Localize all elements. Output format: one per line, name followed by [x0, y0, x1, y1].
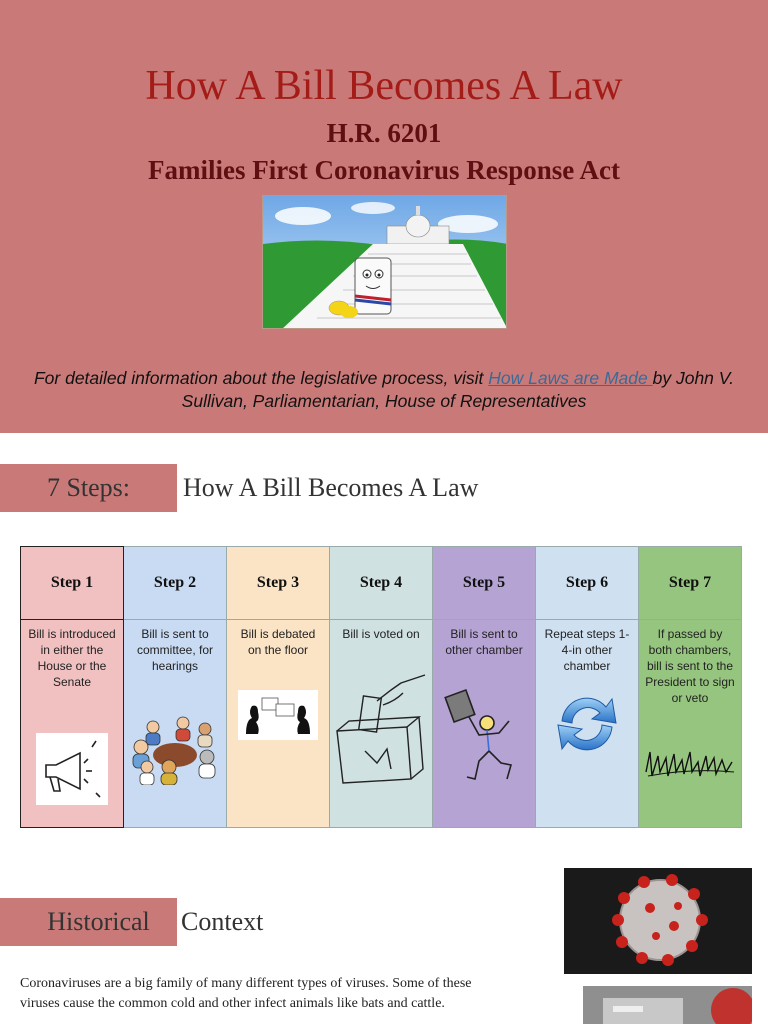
step-label: Step 4 [330, 547, 432, 620]
refresh-arrows-icon [550, 687, 624, 761]
step-description: If passed by both chambers, bill is sent to the President to sign or veto [645, 627, 735, 705]
how-laws-are-made-link[interactable]: How Laws are Made [488, 368, 653, 388]
running-letter-icon [439, 687, 529, 787]
ballot-box-icon [331, 671, 431, 786]
history-section-title: Context [181, 907, 264, 936]
step-label: Step 1 [21, 547, 123, 620]
building-photo [583, 986, 752, 1024]
step-description: Bill is debated on the floor [240, 627, 316, 657]
step-description: Repeat steps 1-4-in other chamber [544, 627, 630, 673]
debate-icon [238, 690, 318, 740]
act-name: Families First Coronavirus Response Act [148, 155, 620, 185]
history-paragraph: Coronaviruses are a big family of many different types of viruses. Some of these viruses cause the common cold and other infect animals like bats and cattle. [20, 976, 472, 1011]
step-label: Step 2 [124, 547, 226, 620]
coronavirus-photo [564, 868, 752, 974]
step-description: Bill is sent to other chamber [445, 627, 523, 657]
step-label: Step 6 [536, 547, 638, 620]
history-section-tab: Historical [0, 898, 177, 946]
detail-note [0, 367, 768, 413]
detail-text-after: by John V. Sullivan, Parliamentarian, House of Representatives [181, 368, 735, 411]
step-label: Step 7 [639, 547, 741, 620]
steps-section-tab: 7 Steps: [0, 464, 177, 512]
step-column-6 [536, 546, 639, 828]
step-description: Bill is sent to committee, for hearings [136, 627, 214, 673]
capitol-bill-illustration [262, 195, 507, 329]
step-column-5 [433, 546, 536, 828]
steps-table [20, 546, 742, 828]
step-column-2 [124, 546, 227, 828]
header-banner [0, 0, 768, 433]
step-column-4 [330, 546, 433, 828]
step-column-7 [639, 546, 742, 828]
steps-section-title: How A Bill Becomes A Law [183, 473, 479, 502]
steps-section-heading [0, 464, 478, 512]
step-description: Bill is voted on [342, 627, 420, 641]
step-column-3 [227, 546, 330, 828]
megaphone-icon [36, 733, 108, 805]
page-title: How A Bill Becomes A Law [145, 63, 623, 109]
detail-text-before: For detailed information about the legislative process, visit [33, 368, 489, 388]
history-section-heading [0, 898, 263, 946]
step-label: Step 5 [433, 547, 535, 620]
step-label: Step 3 [227, 547, 329, 620]
step-description: Bill is introduced in either the House or the Senate [28, 627, 116, 689]
bill-number: H.R. 6201 [326, 118, 442, 148]
signature-icon [642, 742, 738, 788]
committee-people-icon [129, 715, 221, 785]
step-column-1 [20, 546, 124, 828]
